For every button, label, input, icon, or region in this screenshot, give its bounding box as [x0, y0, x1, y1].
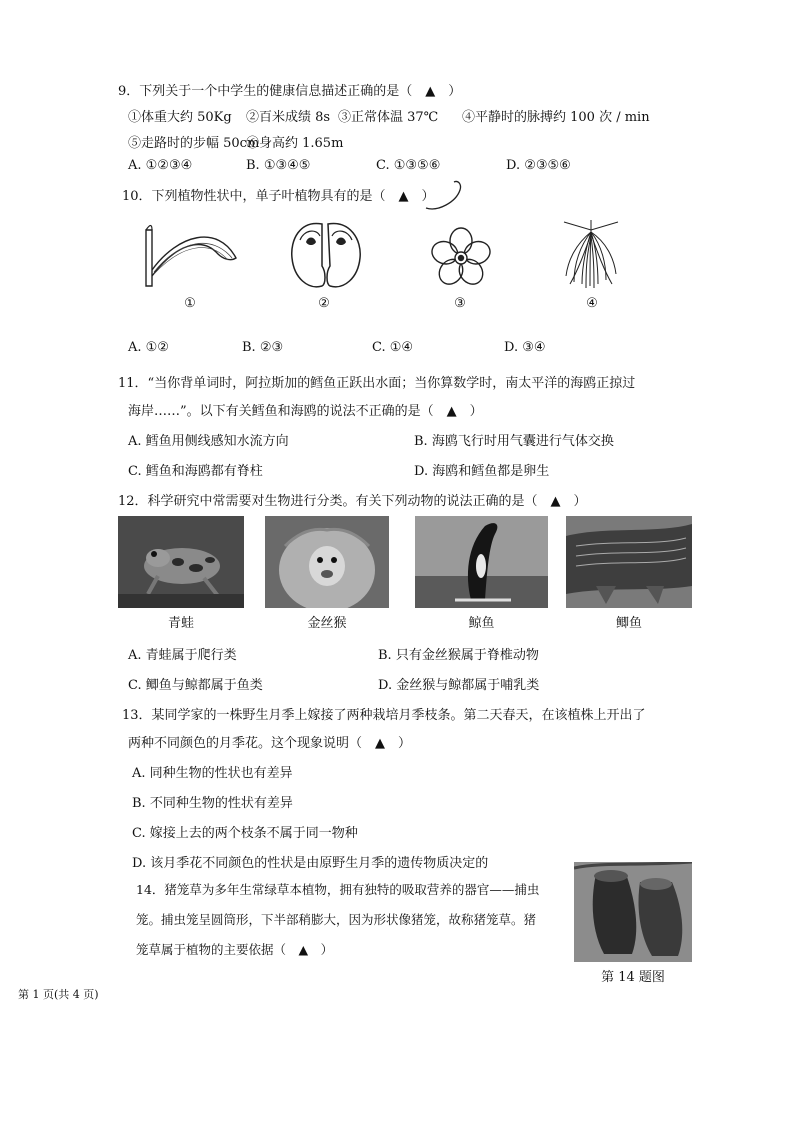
fig-label-4: ④ — [586, 296, 598, 311]
q11-stem-2: 海岸……”。以下有关鳕鱼和海鸥的说法不正确的是（ ▲ ） — [128, 404, 483, 419]
fibrous-root-figure — [556, 214, 626, 290]
crucian-carp-photo — [566, 516, 692, 608]
caption-crucian-carp: 鲫鱼 — [615, 616, 642, 631]
q10-option-b: B. ②③ — [242, 340, 284, 355]
q14-stem-3: 笼草属于植物的主要依据（ ▲ ） — [136, 942, 334, 957]
fig-label-2: ② — [318, 296, 330, 311]
q14-stem-1: 14．猪笼草为多年生常绿草本植物，拥有独特的吸取营养的器官——捕虫 — [136, 882, 540, 897]
q9-item-6: ⑥身高约 1.65m — [246, 136, 344, 151]
q14-figure-caption: 第 14 题图 — [601, 970, 665, 985]
pencil-mark-icon — [420, 178, 470, 214]
q12-option-b: B. 只有金丝猴属于脊椎动物 — [378, 648, 539, 663]
q13-stem-1: 13．某同学家的一株野生月季上嫁接了两种栽培月季枝条。第二天春天，在该植株上开出了 — [122, 708, 646, 723]
q13-stem-2: 两种不同颜色的月季花。这个现象说明（ ▲ ） — [128, 736, 411, 751]
q9-item-4: ④平静时的脉搏约 100 次 / min — [462, 110, 650, 125]
q9-item-5: ⑤走路时的步幅 50cm — [128, 136, 260, 151]
golden-monkey-photo — [265, 516, 389, 608]
q13-option-a: A. 同种生物的性状也有差异 — [132, 766, 293, 781]
q11-option-d: D. 海鸥和鳕鱼都是卵生 — [414, 464, 550, 479]
dicot-seed-figure — [286, 216, 366, 292]
fig-label-1: ① — [184, 296, 196, 311]
caption-frog: 青蛙 — [167, 616, 194, 631]
q9-item-1: ①体重大约 50Kg — [128, 110, 232, 125]
caption-whale: 鲸鱼 — [468, 616, 495, 631]
q12-stem: 12．科学研究中常需要对生物进行分类。有关下列动物的说法正确的是（ ▲ ） — [118, 494, 587, 509]
q13-option-c: C. 嫁接上去的两个枝条不属于同一物种 — [132, 826, 358, 841]
page-footer: 第 1 页(共 4 页) — [18, 988, 99, 1001]
parallel-vein-leaf-figure — [138, 218, 242, 290]
q14-stem-2: 笼。捕虫笼呈圆筒形，下半部稍膨大，因为形状像猪笼，故称猪笼草。猪 — [136, 912, 537, 927]
q9-option-c: C. ①③⑤⑥ — [376, 158, 441, 173]
q12-option-a: A. 青蛙属于爬行类 — [128, 648, 237, 663]
q11-option-c: C. 鳕鱼和海鸥都有脊柱 — [128, 464, 263, 479]
q11-option-b: B. 海鸥飞行时用气囊进行气体交换 — [414, 434, 614, 449]
fig-label-3: ③ — [454, 296, 466, 311]
q12-option-d: D. 金丝猴与鲸都属于哺乳类 — [378, 678, 540, 693]
q9-item-2: ②百米成绩 8s — [246, 110, 331, 125]
q10-option-a: A. ①② — [128, 340, 169, 355]
pitcher-plant-photo — [574, 862, 692, 962]
caption-golden-monkey: 金丝猴 — [307, 616, 347, 631]
q9-option-a: A. ①②③④ — [128, 158, 193, 173]
q9-stem: 9．下列关于一个中学生的健康信息描述正确的是（ ▲ ） — [118, 84, 462, 99]
five-petal-flower-figure — [426, 226, 496, 290]
q11-option-a: A. 鳕鱼用侧线感知水流方向 — [128, 434, 289, 449]
q13-option-d: D. 该月季花不同颜色的性状是由原野生月季的遗传物质决定的 — [132, 856, 489, 871]
frog-photo — [118, 516, 244, 608]
q9-option-d: D. ②③⑤⑥ — [506, 158, 571, 173]
q9-option-b: B. ①③④⑤ — [246, 158, 311, 173]
q10-stem: 10．下列植物性状中，单子叶植物具有的是（ ▲ ） — [122, 189, 435, 204]
q12-option-c: C. 鲫鱼与鲸都属于鱼类 — [128, 678, 263, 693]
q10-option-d: D. ③④ — [504, 340, 546, 355]
q11-stem-1: 11．“当你背单词时，阿拉斯加的鳕鱼正跃出水面；当你算数学时，南太平洋的海鸥正掠过 — [118, 376, 636, 391]
q13-option-b: B. 不同种生物的性状有差异 — [132, 796, 293, 811]
q9-item-3: ③正常体温 37℃ — [338, 110, 439, 125]
whale-photo — [415, 516, 548, 608]
q10-option-c: C. ①④ — [372, 340, 414, 355]
